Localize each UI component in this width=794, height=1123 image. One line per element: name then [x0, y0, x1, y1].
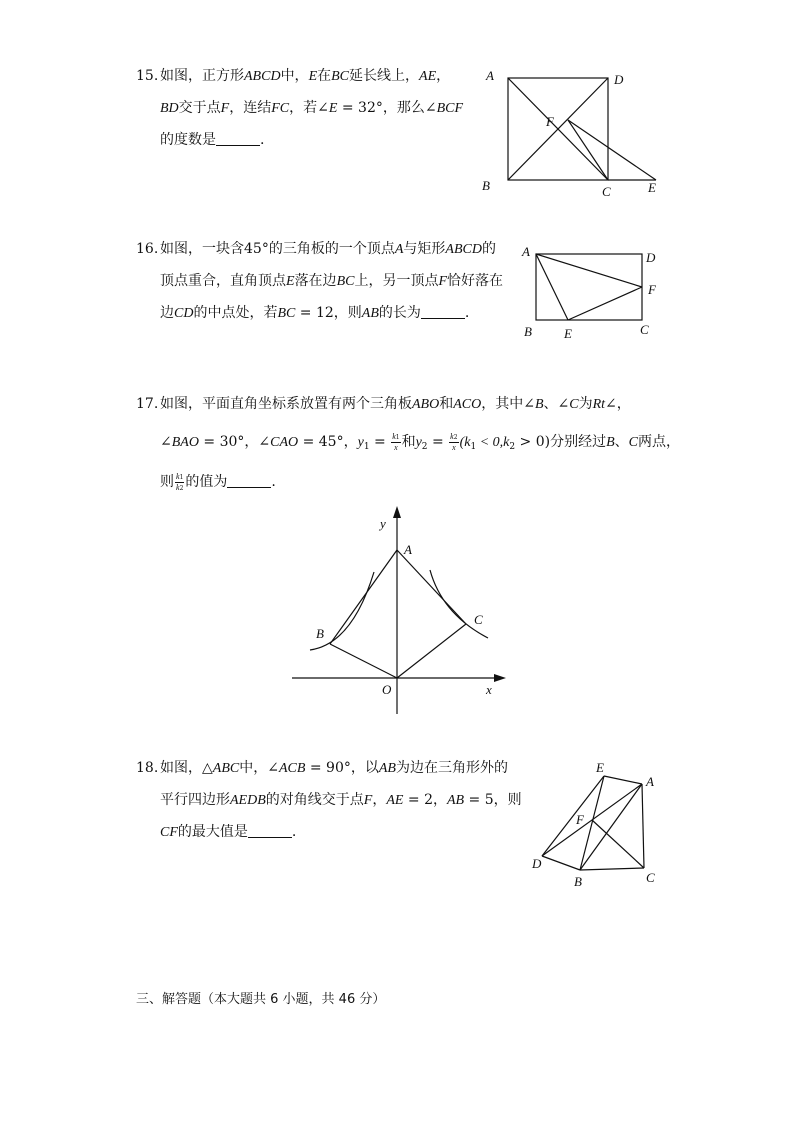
question-number: 17. — [136, 396, 159, 412]
label-e: E — [564, 326, 572, 341]
segment-ea — [604, 776, 642, 784]
figure-15-square-diagram — [480, 66, 670, 201]
segment-ac — [642, 784, 644, 868]
label-d: D — [614, 72, 624, 87]
answer-blank[interactable] — [227, 473, 271, 488]
answer-blank[interactable] — [248, 823, 292, 838]
question-text-line: 如图，△ABC中，∠ACB = 90°，以AB为边在三角形外的 — [160, 760, 508, 776]
label-a: A — [522, 244, 530, 259]
answer-blank[interactable] — [216, 131, 260, 146]
segment-co — [397, 624, 466, 678]
label-f: F — [576, 812, 584, 827]
label-f: F — [648, 282, 656, 297]
label-e: E — [596, 760, 604, 775]
label-c: C — [474, 612, 483, 627]
question-number: 15. — [136, 68, 159, 84]
segment-ab — [330, 550, 397, 644]
label-c: C — [640, 322, 649, 337]
label-a: A — [404, 542, 412, 557]
question-number: 18. — [136, 760, 159, 776]
segment-ef — [568, 287, 642, 320]
label-x: x — [486, 682, 492, 697]
question-text-line: 则 $\frac{k1}{k2}$ 的值为 . — [160, 471, 276, 492]
segment-ae — [568, 120, 656, 180]
hyperbola-y2 — [430, 570, 488, 638]
question-text-line: 的度数是 . — [160, 132, 265, 148]
fraction-k1-over-x: $\frac{k1}{x}$ — [392, 432, 400, 452]
fraction-k2-over-x: $\frac{k2}{x}$ — [450, 432, 458, 452]
question-text-line: 顶点重合，直角顶点E落在边BC上，另一顶点F恰好落在 — [160, 273, 504, 289]
question-text-line: 如图，一块含45°的三角板的一个顶点A与矩形ABCD的 — [160, 241, 496, 257]
segment-db — [542, 856, 580, 870]
figure-17-coordinate-diagram — [290, 504, 510, 718]
answer-blank[interactable] — [421, 304, 465, 319]
label-d: D — [646, 250, 656, 265]
label-a: A — [646, 774, 654, 789]
label-y: y — [380, 516, 386, 531]
label-a: A — [486, 68, 494, 83]
label-b: B — [524, 324, 532, 339]
question-text-line: 如图，平面直角坐标系放置有两个三角板ABO和ACO，其中∠B、∠C为Rt∠， — [160, 396, 631, 412]
label-b: B — [574, 874, 582, 889]
segment-fc — [568, 120, 608, 180]
section-heading: 三、解答题（本大题共 6 小题，共 46 分） — [136, 992, 386, 1007]
segment-bo — [330, 644, 397, 678]
question-text-line: ∠BAO = 30°，∠CAO = 45°，$y_1$ = $\frac{k1}{x}$ 和$y_2$ = $\frac{k2}{x}$ $(k_1 < 0,k_2 > 0)$分别经过B、C两点， — [160, 432, 680, 452]
label-b: B — [316, 626, 324, 641]
label-c: C — [646, 870, 655, 885]
segment-fc — [592, 820, 644, 868]
question-text-line: 边CD的中点处，若BC = 12，则AB的长为 . — [160, 305, 470, 321]
label-o: O — [382, 682, 392, 697]
segment-af — [536, 254, 642, 287]
y-axis-arrow-icon — [393, 506, 401, 518]
label-e: E — [648, 180, 656, 195]
segment-ae — [536, 254, 568, 320]
label-d: D — [532, 856, 542, 871]
question-text-line: CF的最大值是 . — [160, 824, 297, 840]
label-b: B — [482, 178, 490, 193]
question-text-line: 如图，正方形ABCD中，E在BC延长线上，AE， — [160, 68, 451, 84]
question-number: 16. — [136, 241, 159, 257]
segment-bc — [580, 868, 644, 870]
question-text-line: 平行四边形AEDB的对角线交于点F，AE = 2，AB = 5，则 — [160, 792, 522, 808]
label-f: F — [546, 114, 554, 129]
figure-18-parallelogram-diagram — [528, 758, 668, 890]
label-c: C — [602, 184, 611, 199]
segment-ac — [397, 550, 466, 624]
question-text-line: BD交于点F，连结FC，若∠E = 32°，那么∠BCF — [160, 100, 464, 116]
figure-16-rectangle-diagram — [518, 240, 668, 344]
fraction-k1-over-k2: $\frac{k1}{k2}$ — [176, 471, 184, 492]
x-axis-arrow-icon — [494, 674, 506, 682]
segment-ed — [542, 776, 604, 856]
